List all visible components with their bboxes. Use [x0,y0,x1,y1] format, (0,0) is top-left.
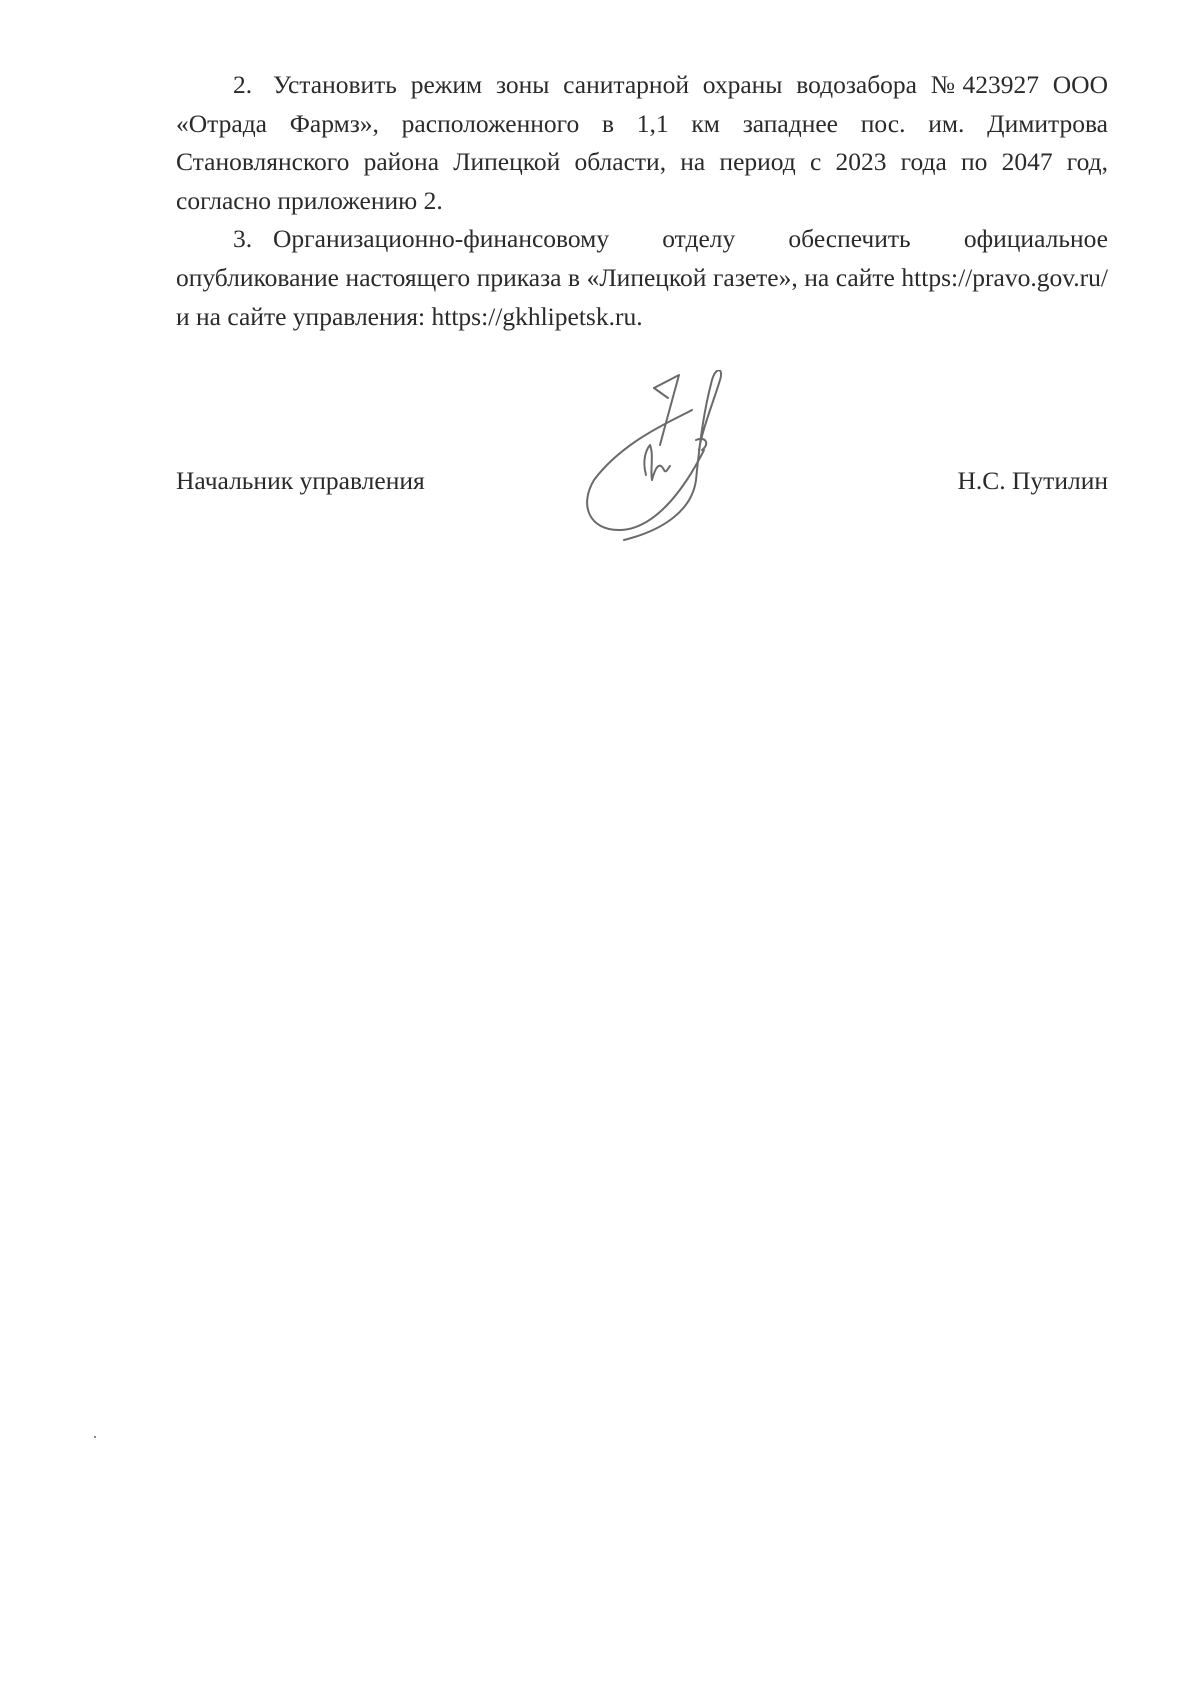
paragraph-text-part: и на сайте управления: [176,301,432,331]
scan-speck [94,1436,96,1438]
paragraph-number: 3. [233,224,253,254]
gkhlipetsk-link[interactable]: https://gkhlipetsk.ru [431,301,637,331]
paragraph-3 [176,220,1108,336]
position-title: Начальник управления [176,466,425,495]
signer-name: Н.С. Путилин [957,466,1108,495]
pravo-gov-link[interactable]: https://pravo.gov.ru/ [901,262,1108,292]
paragraph-2 [176,66,1108,220]
paragraph-number: 2. [233,70,253,99]
paragraph-text: Установить режим зоны санитарной охраны водозабора №423927 ООО «Отрада Фармз», расположенного в 1,1 км западнее пос. им. Димитрова Становлянского района Липецкой области, на период с 2023 года по 2047 год, согласно приложению 2. [176,70,1108,215]
document-body [176,66,1108,336]
paragraph-text-part: . [636,301,643,331]
signature-block [176,462,1108,502]
paragraph-text-part: Организационно-финансовому отделу обеспечить официальное опубликование настоящего приказа в «Липецкой газете», на сайте [176,224,1108,292]
